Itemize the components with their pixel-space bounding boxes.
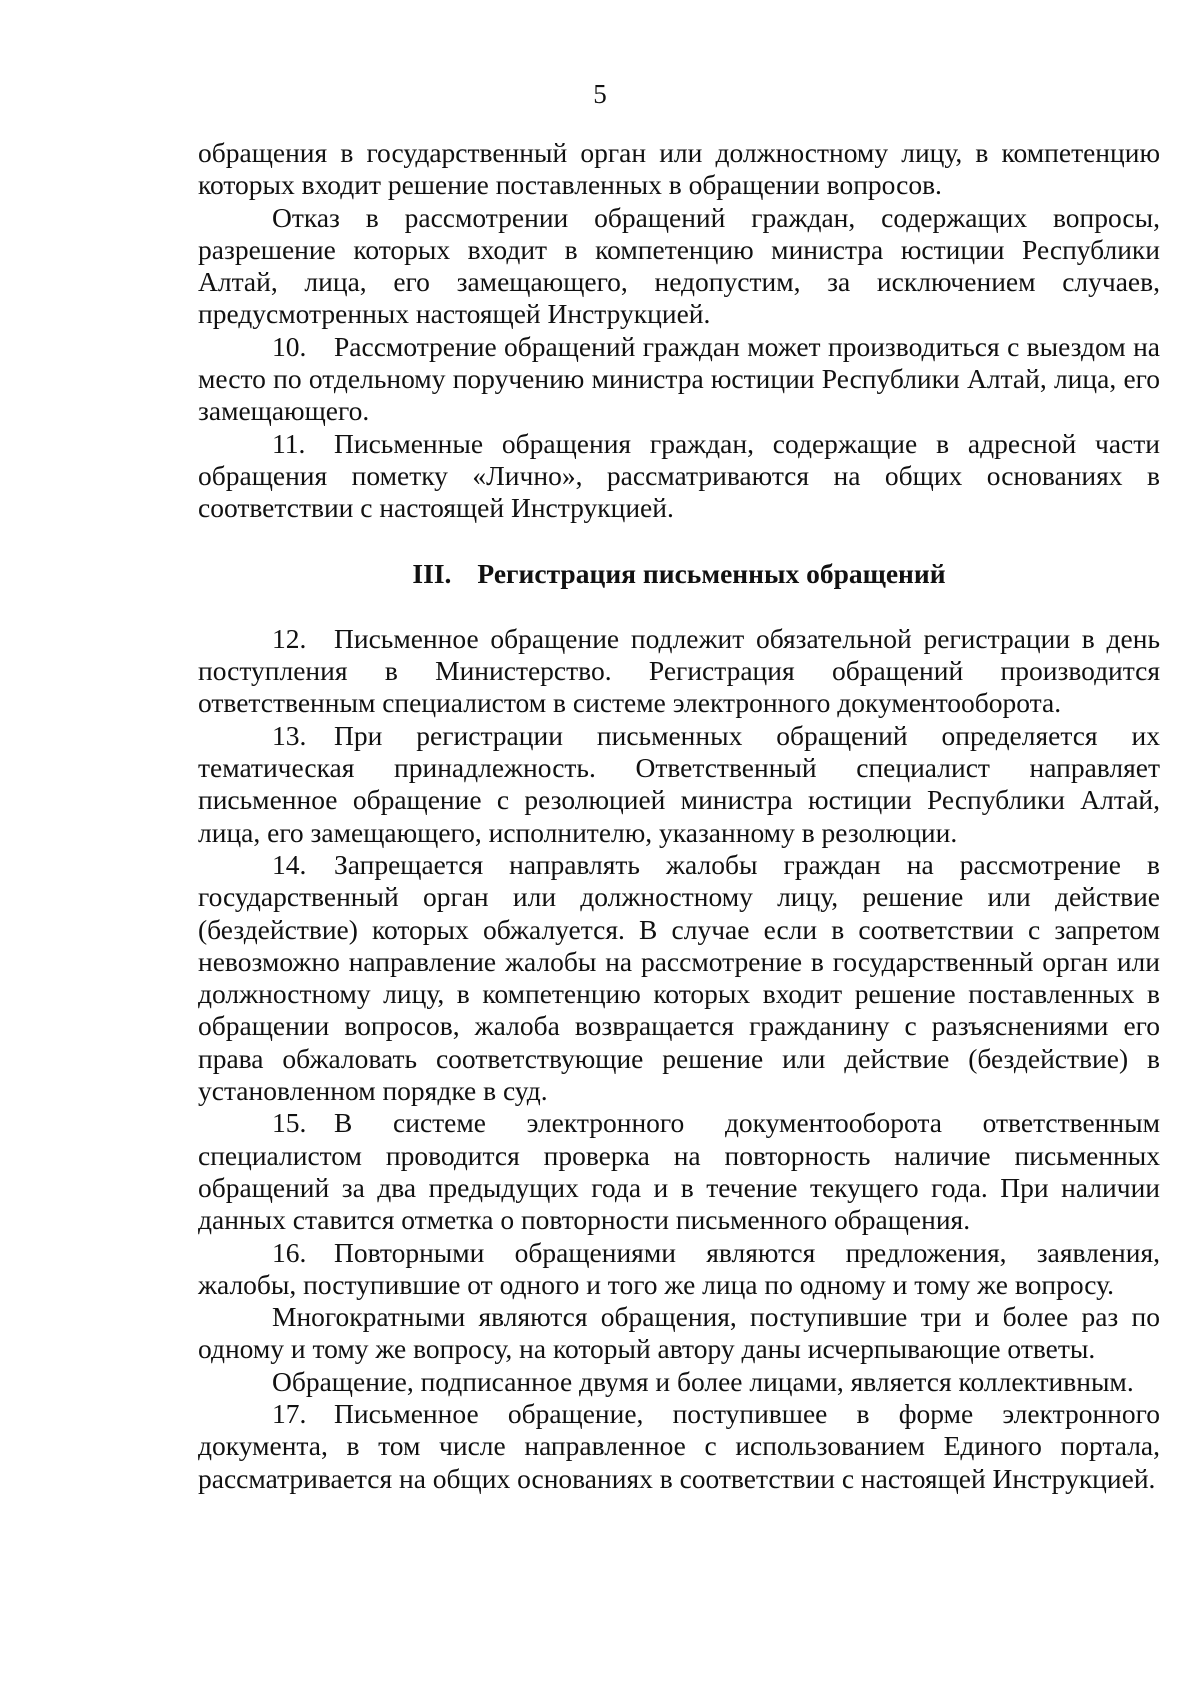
paragraph-text: Письменное обращение, поступившее в форме электронного документа, в том числе направленное с использованием Единого портала, рассматривается на общих основаниях в соответствии с настоящей Инструкцией. (198, 1397, 1160, 1494)
paragraph-16 (198, 1237, 1160, 1302)
paragraph-number: 14. (272, 848, 307, 880)
paragraph-continuation (198, 137, 1160, 202)
paragraph-number: 16. (272, 1236, 307, 1268)
paragraph-text: При регистрации письменных обращений определяется их тематическая принадлежность. Ответственный специалист направляет письменное обращение с резолюцией министра юстиции Республики Алтай, лица, его замещающего, исполнителю, указанному в резолюции. (198, 719, 1160, 848)
section-heading (198, 558, 1160, 590)
paragraph-number: 15. (272, 1107, 307, 1139)
paragraph-text: Письменное обращение подлежит обязательной регистрации в день поступления в Министерство. Регистрация обращений производится ответственным специалистом в системе электронного документооборота. (198, 622, 1160, 719)
paragraph-collective (198, 1366, 1160, 1398)
document-body (198, 137, 1160, 1495)
paragraph-text: Повторными обращениями являются предложения, заявления, жалобы, поступившие от одного и того же лица по одному и тому же вопросу. (198, 1236, 1160, 1300)
paragraph-text: Многократными являются обращения, поступившие три и более раз по одному и тому же вопросу, на который автору даны исчерпывающие ответы. (198, 1301, 1160, 1365)
paragraph-text: обращения в государственный орган или должностному лицу, в компетенцию которых входит решение поставленных в обращении вопросов. (198, 137, 1160, 201)
paragraph-refusal (198, 202, 1160, 331)
paragraph-number: 11. (272, 427, 306, 459)
paragraph-text: Запрещается направлять жалобы граждан на рассмотрение в государственный орган или должностному лицу, решение или действие (бездействие) которых обжалуется. В случае если в соответствии с запретом невозможно направление жалобы на рассмотрение в государственный орган или должностному лицу, в компетенцию которых входит решение поставленных в обращении вопросов, жалоба возвращается гражданину с разъяснениями его права обжаловать соответствующие решение или действие (бездействие) в установленном порядке в суд. (198, 848, 1160, 1107)
paragraph-13 (198, 720, 1160, 849)
paragraph-text: Отказ в рассмотрении обращений граждан, содержащих вопросы, разрешение которых входит в компетенцию министра юстиции Республики Алтай, лица, его замещающего, недопустим, за исключением случаев, предусмотренных настоящей Инструкцией. (198, 201, 1160, 330)
paragraph-number: 13. (272, 719, 307, 751)
section-title: Регистрация письменных обращений (477, 557, 946, 589)
paragraph-text: Обращение, подписанное двумя и более лицами, является коллективным. (272, 1365, 1134, 1397)
paragraph-15 (198, 1107, 1160, 1236)
paragraph-text: В системе электронного документооборота ответственным специалистом проводится проверка на повторность наличие письменных обращений за два предыдущих года и в течение текущего года. При наличии данных ставится отметка о повторности письменного обращения. (198, 1107, 1160, 1236)
paragraph-14 (198, 849, 1160, 1107)
paragraph-12 (198, 623, 1160, 720)
paragraph-number: 10. (272, 330, 307, 362)
paragraph-text: Рассмотрение обращений граждан может производиться с выездом на место по отдельному поручению министра юстиции Республики Алтай, лица, его замещающего. (198, 330, 1160, 427)
paragraph-text: Письменные обращения граждан, содержащие в адресной части обращения пометку «Лично», рассматриваются на общих основаниях в соответствии с настоящей Инструкцией. (198, 427, 1160, 524)
paragraph-number: 17. (272, 1397, 307, 1429)
paragraph-multiple (198, 1301, 1160, 1366)
page-number: 5 (593, 79, 607, 109)
paragraph-10 (198, 331, 1160, 428)
section-number: III. (412, 557, 452, 589)
paragraph-17 (198, 1398, 1160, 1495)
paragraph-number: 12. (272, 622, 307, 654)
paragraph-11 (198, 428, 1160, 525)
